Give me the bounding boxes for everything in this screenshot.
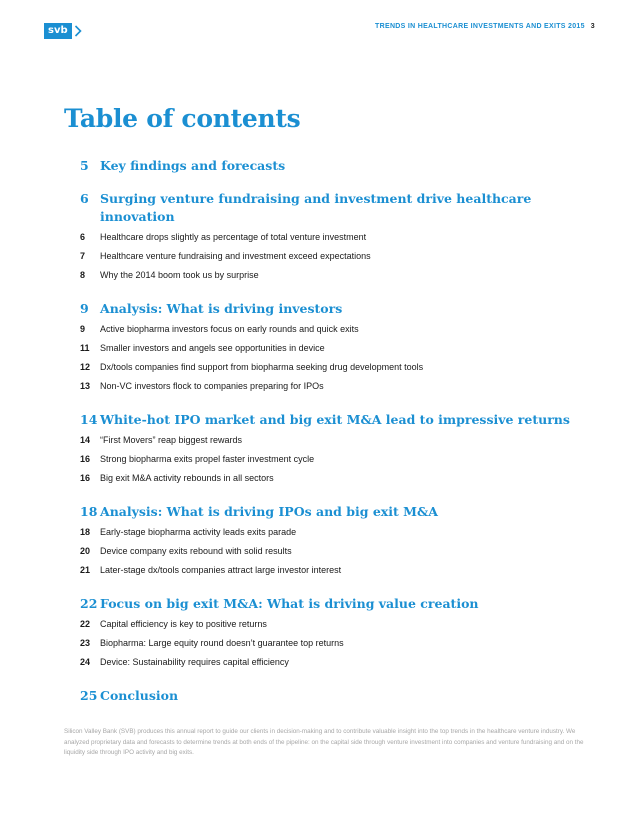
table-of-contents [80,157,580,720]
entry-page-number: 23 [80,638,91,648]
entry-title: Why the 2014 boom took us by surprise [100,270,259,280]
svb-logo [44,23,85,39]
toc-entry[interactable] [80,266,580,285]
toc-section-heading[interactable] [80,687,580,705]
section-title: Focus on big exit M&A: What is driving value creation [100,596,479,611]
toc-section-heading[interactable] [80,190,580,226]
entry-page-number: 22 [80,619,91,629]
toc-section [80,595,580,672]
section-page-number: 9 [80,301,89,316]
entry-title: Big exit M&A activity rebounds in all sectors [100,473,274,483]
section-title: Analysis: What is driving investors [100,301,343,316]
entry-page-number: 7 [80,251,86,261]
toc-entry[interactable] [80,228,580,247]
page-title: Table of contents [64,104,301,133]
section-page-number: 22 [80,596,98,611]
toc-section-heading[interactable] [80,595,580,613]
entry-title: Biopharma: Large equity round doesn’t guarantee top returns [100,638,344,648]
entry-page-number: 18 [80,527,91,537]
page-number: 3 [590,23,595,30]
toc-entry[interactable] [80,377,580,396]
toc-entry[interactable] [80,653,580,672]
entry-page-number: 13 [80,381,91,391]
entry-title: Dx/tools companies find support from biopharma seeking drug development tools [100,362,424,372]
entry-title: Healthcare venture fundraising and investment exceed expectations [100,251,371,261]
entry-title: Smaller investors and angels see opportunities in device [100,343,325,353]
entry-title: Device company exits rebound with solid results [100,546,292,556]
toc-section [80,503,580,580]
toc-section [80,687,580,705]
entry-title: Device: Sustainability requires capital efficiency [100,657,289,667]
entry-page-number: 20 [80,546,91,556]
toc-entry[interactable] [80,561,580,580]
entry-title: Non-VC investors flock to companies preparing for IPOs [100,381,324,391]
entry-page-number: 6 [80,232,86,242]
running-header [375,23,595,30]
toc-section-heading[interactable] [80,411,580,429]
section-title: Key findings and forecasts [100,158,286,173]
toc-entry[interactable] [80,469,580,488]
entry-title: Capital efficiency is key to positive returns [100,619,267,629]
entry-page-number: 16 [80,454,91,464]
toc-entry[interactable] [80,339,580,358]
toc-entry[interactable] [80,542,580,561]
section-title: Conclusion [100,688,179,703]
entry-title: “First Movers” reap biggest rewards [100,435,243,445]
entry-page-number: 11 [80,343,90,353]
section-title: Surging venture fundraising and investment drive healthcare innovation [100,191,532,224]
entry-page-number: 9 [80,324,86,334]
toc-entry[interactable] [80,320,580,339]
toc-entry[interactable] [80,247,580,266]
toc-section [80,157,580,175]
toc-entry[interactable] [80,523,580,542]
entry-page-number: 24 [80,657,91,667]
toc-section [80,411,580,488]
section-title: Analysis: What is driving IPOs and big exit M&A [100,504,438,519]
toc-section-heading[interactable] [80,300,580,318]
toc-section-heading[interactable] [80,503,580,521]
section-title: White-hot IPO market and big exit M&A lead to impressive returns [100,412,570,427]
toc-entry[interactable] [80,615,580,634]
toc-entry[interactable] [80,450,580,469]
entry-page-number: 14 [80,435,91,445]
toc-section-heading[interactable] [80,157,580,175]
toc-section [80,300,580,396]
entry-page-number: 8 [80,270,86,280]
footnote: Silicon Valley Bank (SVB) produces this annual report to guide our clients in decision-making and to contribute valuable insight into the top trends in the healthcare venture industry. We analyzed proprietary data and forecasts to determine trends at both ends of the pipeline: on the capital side through venture investment into companies and venture fundraising and on the liquidity side through IPO activity and big exits. [64,728,584,756]
entry-title: Active biopharma investors focus on early rounds and quick exits [100,324,359,334]
running-title: TRENDS IN HEALTHCARE INVESTMENTS AND EXITS 2015 [375,23,585,30]
entry-page-number: 16 [80,473,91,483]
section-page-number: 5 [80,158,89,173]
logo-text: svb [44,23,72,39]
chevron-right-icon [72,23,85,39]
entry-page-number: 21 [80,565,91,575]
entry-title: Healthcare drops slightly as percentage of total venture investment [100,232,367,242]
toc-entry[interactable] [80,358,580,377]
toc-section [80,190,580,285]
section-page-number: 6 [80,191,89,206]
toc-entry[interactable] [80,431,580,450]
entry-title: Later-stage dx/tools companies attract large investor interest [100,565,342,575]
toc-entry[interactable] [80,634,580,653]
entry-title: Strong biopharma exits propel faster investment cycle [100,454,315,464]
section-page-number: 25 [80,688,98,703]
entry-title: Early-stage biopharma activity leads exits parade [100,527,297,537]
section-page-number: 14 [80,412,98,427]
entry-page-number: 12 [80,362,91,372]
section-page-number: 18 [80,504,98,519]
